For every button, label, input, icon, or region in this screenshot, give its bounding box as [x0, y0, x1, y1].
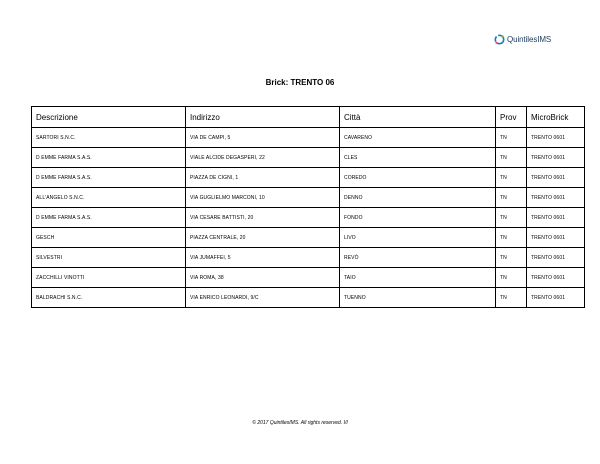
- table-row: [32, 268, 585, 288]
- header-descrizione: Descrizione: [32, 107, 186, 128]
- cell-citta: COREDO: [340, 168, 496, 188]
- table-header-row: [32, 107, 585, 128]
- copyright-footer: © 2017 QuintilesIMS. All rights reserved. I/I: [252, 420, 348, 426]
- header-prov: Prov: [496, 107, 527, 128]
- cell-indirizzo: VIA ROMA, 38: [186, 268, 340, 288]
- cell-prov: TN: [496, 288, 527, 308]
- cell-microbrick: TRENTO 0601: [527, 188, 585, 208]
- cell-indirizzo: PIAZZA DE CIGNI, 1: [186, 168, 340, 188]
- cell-descrizione: D EMME FARMA S.A.S.: [32, 208, 186, 228]
- cell-microbrick: TRENTO 0601: [527, 208, 585, 228]
- table-row: [32, 128, 585, 148]
- cell-microbrick: TRENTO 0601: [527, 168, 585, 188]
- cell-descrizione: ZACCHILLI VINOTTI: [32, 268, 186, 288]
- cell-citta: CLES: [340, 148, 496, 168]
- cell-citta: REVÒ: [340, 248, 496, 268]
- cell-microbrick: TRENTO 0601: [527, 248, 585, 268]
- cell-prov: TN: [496, 208, 527, 228]
- cell-descrizione: D EMME FARMA S.A.S.: [32, 148, 186, 168]
- table-row: [32, 248, 585, 268]
- cell-citta: CAVARENO: [340, 128, 496, 148]
- cell-microbrick: TRENTO 0601: [527, 148, 585, 168]
- cell-prov: TN: [496, 168, 527, 188]
- cell-prov: TN: [496, 128, 527, 148]
- table-row: [32, 168, 585, 188]
- table-row: [32, 228, 585, 248]
- cell-indirizzo: VIALE ALCIDE DEGASPERI, 22: [186, 148, 340, 168]
- cell-descrizione: SILVESTRI: [32, 248, 186, 268]
- cell-prov: TN: [496, 188, 527, 208]
- quintilesims-logo-icon: [494, 34, 505, 45]
- logo-text: QuintilesIMS: [507, 35, 552, 44]
- cell-indirizzo: VIA CESARE BATTISTI, 20: [186, 208, 340, 228]
- table-row: [32, 148, 585, 168]
- table-body: [32, 128, 585, 308]
- cell-citta: TAIO: [340, 268, 496, 288]
- cell-microbrick: TRENTO 0601: [527, 228, 585, 248]
- cell-descrizione: GESCH: [32, 228, 186, 248]
- pharmacy-table: [31, 106, 585, 308]
- cell-indirizzo: VIA JUMAFFEI, 5: [186, 248, 340, 268]
- cell-descrizione: BALDRACHI S.N.C.: [32, 288, 186, 308]
- cell-indirizzo: VIA GUGLIELMO MARCONI, 10: [186, 188, 340, 208]
- cell-microbrick: TRENTO 0601: [527, 288, 585, 308]
- cell-prov: TN: [496, 228, 527, 248]
- cell-indirizzo: VIA DE CAMPI, 5: [186, 128, 340, 148]
- cell-citta: FONDO: [340, 208, 496, 228]
- table-row: [32, 188, 585, 208]
- cell-microbrick: TRENTO 0601: [527, 268, 585, 288]
- cell-citta: LIVO: [340, 228, 496, 248]
- cell-indirizzo: VIA ENRICO LEONARDI, 9/C: [186, 288, 340, 308]
- page-title: Brick: TRENTO 06: [265, 78, 335, 87]
- cell-prov: TN: [496, 148, 527, 168]
- logo: [494, 34, 551, 45]
- cell-microbrick: TRENTO 0601: [527, 128, 585, 148]
- cell-prov: TN: [496, 268, 527, 288]
- table-row: [32, 288, 585, 308]
- cell-citta: TUENNO: [340, 288, 496, 308]
- header-indirizzo: Indirizzo: [186, 107, 340, 128]
- cell-indirizzo: PIAZZA CENTRALE, 20: [186, 228, 340, 248]
- cell-descrizione: ALL'ANGELO S.N.C.: [32, 188, 186, 208]
- header-microbrick: MicroBrick: [527, 107, 585, 128]
- cell-prov: TN: [496, 248, 527, 268]
- header-citta: Città: [340, 107, 496, 128]
- table-row: [32, 208, 585, 228]
- cell-descrizione: D EMME FARMA S.A.S.: [32, 168, 186, 188]
- cell-citta: DENNO: [340, 188, 496, 208]
- cell-descrizione: SARTORI S.N.C.: [32, 128, 186, 148]
